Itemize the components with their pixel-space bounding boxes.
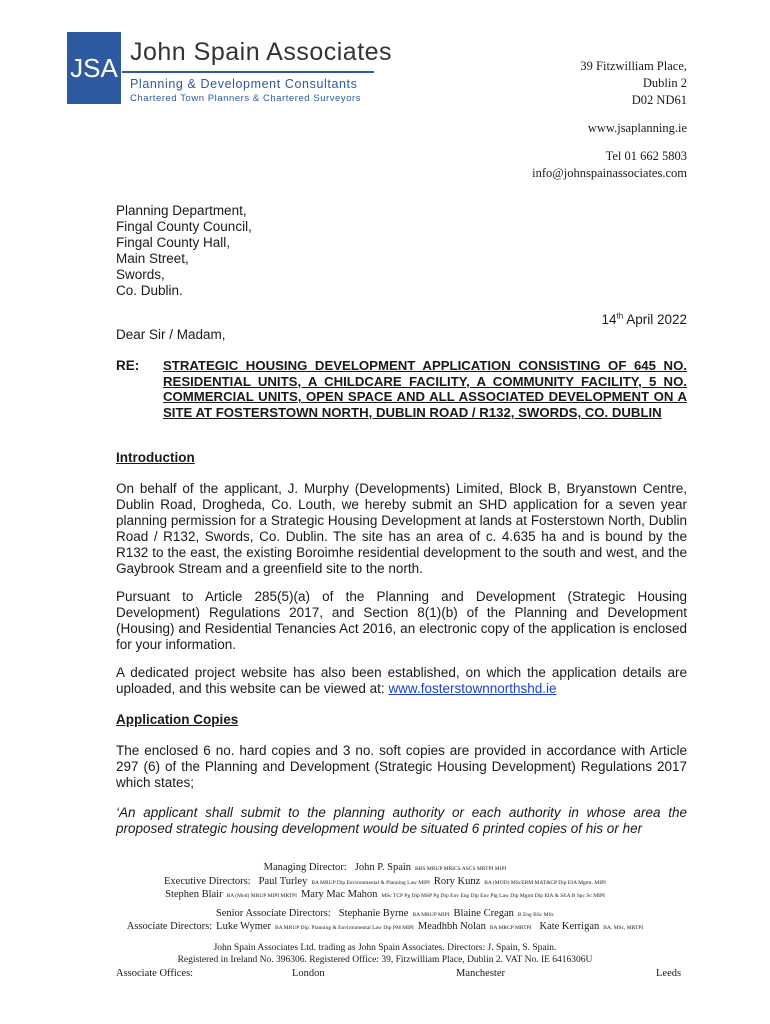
- footer-managing-director: Managing Director: John P. Spain BBS MRUP MRICS ASCS MRTPI MIPI: [263, 862, 507, 873]
- office-manchester: Manchester: [456, 968, 505, 979]
- recipient-line: Co. Dublin.: [116, 283, 183, 298]
- project-website-link[interactable]: www.fosterstownnorthshd.ie: [388, 681, 557, 696]
- intro-paragraph-2: Pursuant to Article 285(5)(a) of the Planning and Development (Strategic Housing Development) Regulations 2017, and Section 8(1)(b) of the Planning and Development (Housing) and Residential Tenancies Act 2016, an electronic copy of the application is enclosed for your information.: [116, 589, 687, 652]
- salutation: Dear Sir / Madam,: [116, 327, 226, 342]
- address-line: 39 Fitzwilliam Place,: [580, 59, 687, 73]
- logo-text: JSA: [70, 52, 118, 83]
- sender-address: [532, 58, 687, 182]
- recipient-line: Planning Department,: [116, 203, 247, 218]
- associate-offices-label: Associate Offices:: [116, 968, 194, 979]
- recipient-line: Fingal County Council,: [116, 219, 252, 234]
- firm-subtagline: Chartered Town Planners & Chartered Surveyors: [130, 93, 362, 104]
- telephone-text: Tel 01 662 5803: [605, 149, 687, 163]
- intro-paragraph-1: On behalf of the applicant, J. Murphy (Developments) Limited, Block B, Bryanstown Centre, Dublin Road, Drogheda, Co. Louth, we hereby submit an SHD application for a seven year planning permission for a Strategic Housing Development at lands at Fosterstown North, Dublin Road / R132, Swords, Co. Dublin. The site has an area of c. 4.635 ha and is bound by the R132 to the east, the existing Boroimhe residential development to the south and west, and the Gaybrook Stream and a greenfield site to the north.: [116, 481, 687, 576]
- re-subject: STRATEGIC HOUSING DEVELOPMENT APPLICATION CONSISTING OF 645 NO. RESIDENTIAL UNITS, A CHILDCARE FACILITY, A COMMUNITY FACILITY, 5 NO. COMMERCIAL UNITS, OPEN SPACE AND ALL ASSOCIATED DEVELOPMENT ON A SITE AT FOSTERSTOWN NORTH, DUBLIN ROAD / R132, SWORDS, CO. DUBLIN: [163, 358, 687, 421]
- website-text: www.jsaplanning.ie: [587, 121, 687, 135]
- address-line: Dublin 2: [642, 76, 687, 90]
- footer-executive-directors: Executive Directors: Paul Turley BA MRUP Dip Environmental & Planning Law MIPI Rory Kunz BA (MOD) MScERM MAT&CP Dip EIA Mgmt. MIPI: [164, 876, 606, 887]
- application-copies-heading: Application Copies: [116, 712, 239, 727]
- jsa-logo: [67, 32, 121, 104]
- intro-paragraph-3: A dedicated project website has also been established, on which the application details are uploaded, and this website can be viewed at: www.fosterstownnorthshd.ie: [116, 665, 687, 696]
- letter-date: 14th April 2022: [601, 311, 687, 327]
- recipient-line: Fingal County Hall,: [116, 235, 231, 250]
- firm-tagline: Planning & Development Consultants: [130, 77, 358, 91]
- office-leeds: Leeds: [656, 968, 682, 979]
- recipient-address: [116, 203, 252, 299]
- recipient-line: Swords,: [116, 267, 165, 282]
- re-label: RE:: [116, 358, 140, 373]
- article-quote: ‘An applicant shall submit to the planning authority or each authority in whose area the proposed strategic housing development would be situated 6 printed copies of his or her: [116, 805, 687, 836]
- firm-name: John Spain Associates: [130, 38, 393, 66]
- copies-paragraph: The enclosed 6 no. hard copies and 3 no. soft copies are provided in accordance with Article 297 (6) of the Planning and Development (Strategic Housing Development) Regulations 2017 which states;: [116, 743, 687, 790]
- introduction-heading: Introduction: [116, 450, 195, 465]
- footer-executive-directors-2: Stephen Blair BA (Mod) MRUP MIPI MRTPI Mary Mac Mahon MSc TCP Pg Dip MSP Pg Dip Env Eng Dip Env Plg Law Dip Mgmt Dip EIA & SEA B Spc Sc MIPI: [165, 889, 605, 900]
- footer-company-line-2: Registered in Ireland No. 396306. Registered Office: 39, Fitzwilliam Place, Dublin 2. VAT No. IE 6416306U: [177, 955, 593, 965]
- letterhead-divider: [122, 71, 374, 73]
- footer-senior-associate-directors: Senior Associate Directors: Stephanie Byrne BA MRUP MIPI Blaine Cregan B Eng BSc MSc: [215, 908, 555, 919]
- email-text: info@johnspainassociates.com: [532, 166, 687, 180]
- footer-associate-directors: Associate Directors: Luke Wymer BA MRUP Dip. Planning & Environmental Law Dip PM MIPI Meadhbh Nolan BA MRCP MRTPI Kate Kerrigan BA, MSc, MRTPI: [126, 921, 644, 932]
- recipient-line: Main Street,: [116, 251, 189, 266]
- office-london: London: [292, 968, 325, 979]
- address-line: D02 ND61: [631, 93, 687, 107]
- footer-company-line-1: John Spain Associates Ltd. trading as John Spain Associates. Directors: J. Spain, S. Spain.: [213, 943, 557, 953]
